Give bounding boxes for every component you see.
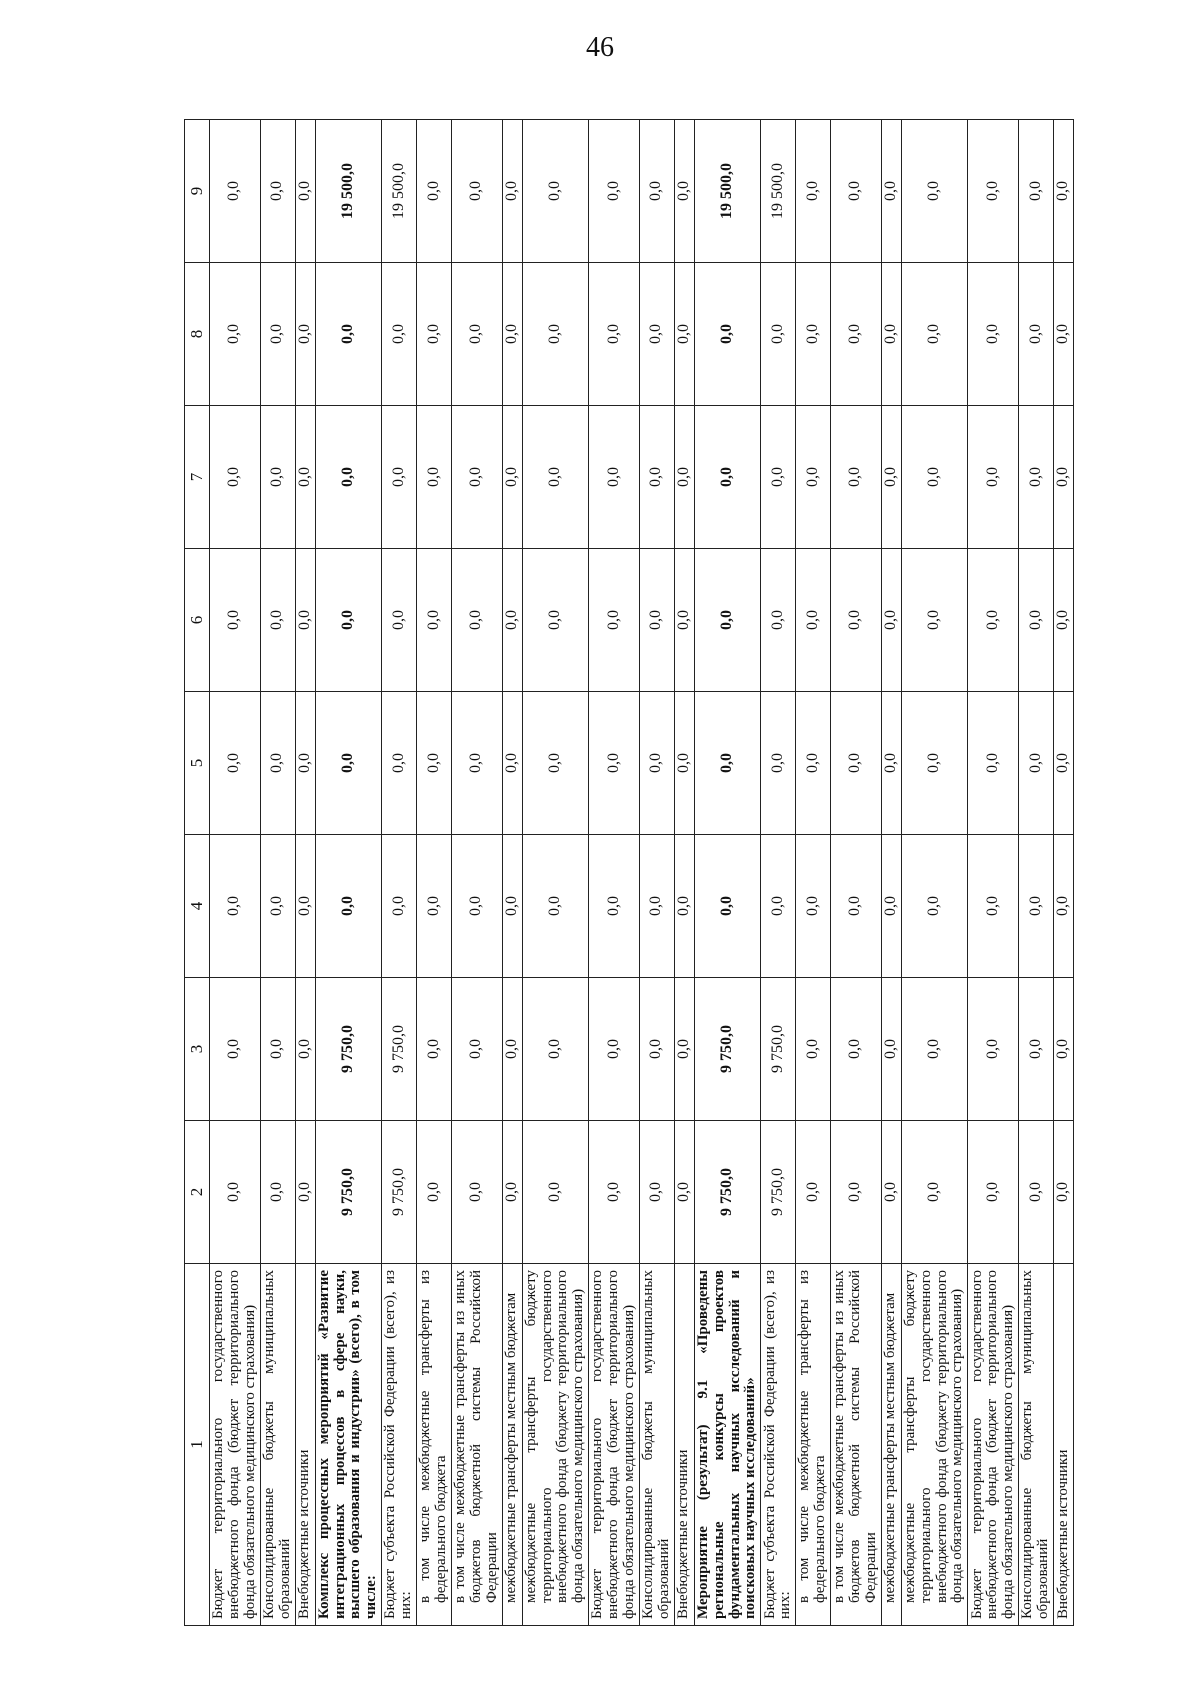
row-value-col-3: 9 750,0 — [761, 978, 796, 1121]
row-value-col-9: 0,0 — [796, 120, 831, 263]
row-value-col-2: 0,0 — [831, 1121, 882, 1264]
row-value-col-4: 0,0 — [417, 835, 452, 978]
row-value-col-5: 0,0 — [1019, 692, 1054, 835]
row-value-col-3: 9 750,0 — [315, 978, 382, 1121]
row-value-col-4: 0,0 — [881, 835, 901, 978]
row-value-col-8: 0,0 — [901, 263, 968, 406]
row-value-col-7: 0,0 — [260, 406, 295, 549]
row-value-col-8: 0,0 — [260, 263, 295, 406]
row-value-col-5: 0,0 — [210, 692, 261, 835]
row-value-col-9: 19 500,0 — [761, 120, 796, 263]
row-label: Внебюджетные источники — [295, 1264, 315, 1626]
row-value-col-5: 0,0 — [694, 692, 761, 835]
row-value-col-9: 19 500,0 — [315, 120, 382, 263]
row-value-col-3: 0,0 — [522, 978, 589, 1121]
row-value-col-4: 0,0 — [295, 835, 315, 978]
row-value-col-5: 0,0 — [417, 692, 452, 835]
row-value-col-9: 0,0 — [1019, 120, 1054, 263]
row-value-col-5: 0,0 — [639, 692, 674, 835]
row-value-col-4: 0,0 — [694, 835, 761, 978]
table-row — [968, 120, 1019, 1626]
row-value-col-5: 0,0 — [589, 692, 640, 835]
row-value-col-4: 0,0 — [674, 835, 694, 978]
column-header-2: 2 — [185, 1121, 210, 1264]
row-value-col-3: 0,0 — [831, 978, 882, 1121]
row-value-col-2: 0,0 — [1053, 1121, 1073, 1264]
row-value-col-7: 0,0 — [639, 406, 674, 549]
row-value-col-4: 0,0 — [968, 835, 1019, 978]
table-row — [451, 120, 502, 1626]
row-value-col-3: 0,0 — [451, 978, 502, 1121]
row-value-col-6: 0,0 — [796, 549, 831, 692]
row-value-col-7: 0,0 — [881, 406, 901, 549]
row-value-col-7: 0,0 — [295, 406, 315, 549]
row-value-col-8: 0,0 — [881, 263, 901, 406]
row-value-col-6: 0,0 — [639, 549, 674, 692]
row-value-col-2: 0,0 — [639, 1121, 674, 1264]
row-value-col-9: 0,0 — [674, 120, 694, 263]
row-value-col-2: 0,0 — [1019, 1121, 1054, 1264]
row-value-col-8: 0,0 — [295, 263, 315, 406]
row-value-col-6: 0,0 — [417, 549, 452, 692]
row-value-col-3: 0,0 — [589, 978, 640, 1121]
row-value-col-7: 0,0 — [694, 406, 761, 549]
row-value-col-8: 0,0 — [674, 263, 694, 406]
row-value-col-3: 0,0 — [968, 978, 1019, 1121]
row-value-col-2: 0,0 — [417, 1121, 452, 1264]
table-row — [674, 120, 694, 1626]
row-value-col-2: 0,0 — [968, 1121, 1019, 1264]
row-value-col-9: 0,0 — [901, 120, 968, 263]
row-value-col-9: 0,0 — [295, 120, 315, 263]
row-value-col-8: 0,0 — [522, 263, 589, 406]
row-label: Бюджет территориального государственного внебюджетного фонда (бюджет территориального фонда обязательного медицинского страхования) — [210, 1264, 261, 1626]
row-value-col-9: 0,0 — [260, 120, 295, 263]
column-header-1: 1 — [185, 1264, 210, 1626]
row-value-col-8: 0,0 — [1053, 263, 1073, 406]
row-value-col-6: 0,0 — [1053, 549, 1073, 692]
table-row — [522, 120, 589, 1626]
row-value-col-3: 9 750,0 — [694, 978, 761, 1121]
row-value-col-9: 0,0 — [451, 120, 502, 263]
row-value-col-5: 0,0 — [502, 692, 522, 835]
row-label: Бюджет субъекта Российской Федерации (всего), из них: — [761, 1264, 796, 1626]
row-value-col-2: 0,0 — [451, 1121, 502, 1264]
row-value-col-9: 0,0 — [502, 120, 522, 263]
row-value-col-9: 0,0 — [1053, 120, 1073, 263]
column-header-7: 7 — [185, 406, 210, 549]
row-value-col-5: 0,0 — [968, 692, 1019, 835]
row-label: в том числе межбюджетные трансферты из иных бюджетов бюджетной системы Российской Федерации — [831, 1264, 882, 1626]
column-header-8: 8 — [185, 263, 210, 406]
row-value-col-6: 0,0 — [968, 549, 1019, 692]
row-value-col-2: 0,0 — [295, 1121, 315, 1264]
row-value-col-9: 0,0 — [831, 120, 882, 263]
table-row — [881, 120, 901, 1626]
row-value-col-9: 19 500,0 — [382, 120, 417, 263]
row-value-col-7: 0,0 — [382, 406, 417, 549]
row-value-col-4: 0,0 — [522, 835, 589, 978]
row-value-col-3: 0,0 — [1019, 978, 1054, 1121]
row-value-col-8: 0,0 — [639, 263, 674, 406]
row-value-col-6: 0,0 — [1019, 549, 1054, 692]
row-label: Бюджет субъекта Российской Федерации (всего), из них: — [382, 1264, 417, 1626]
row-value-col-9: 0,0 — [417, 120, 452, 263]
table-row — [260, 120, 295, 1626]
row-value-col-6: 0,0 — [451, 549, 502, 692]
row-value-col-4: 0,0 — [1019, 835, 1054, 978]
row-value-col-4: 0,0 — [639, 835, 674, 978]
row-value-col-6: 0,0 — [589, 549, 640, 692]
row-value-col-3: 0,0 — [1053, 978, 1073, 1121]
row-value-col-2: 0,0 — [502, 1121, 522, 1264]
row-value-col-8: 0,0 — [1019, 263, 1054, 406]
row-value-col-5: 0,0 — [260, 692, 295, 835]
row-value-col-5: 0,0 — [674, 692, 694, 835]
row-value-col-4: 0,0 — [451, 835, 502, 978]
table-row — [315, 120, 382, 1626]
row-value-col-4: 0,0 — [315, 835, 382, 978]
row-value-col-7: 0,0 — [451, 406, 502, 549]
column-header-4: 4 — [185, 835, 210, 978]
row-value-col-5: 0,0 — [315, 692, 382, 835]
row-label: Комплекс процессных мероприятий «Развитие интеграционных процессов в сфере науки, высшего образования и индустрии» (всего), в том числе: — [315, 1264, 382, 1626]
row-value-col-5: 0,0 — [831, 692, 882, 835]
row-value-col-9: 0,0 — [639, 120, 674, 263]
row-value-col-6: 0,0 — [694, 549, 761, 692]
row-value-col-8: 0,0 — [417, 263, 452, 406]
row-value-col-6: 0,0 — [210, 549, 261, 692]
row-value-col-8: 0,0 — [451, 263, 502, 406]
row-value-col-7: 0,0 — [210, 406, 261, 549]
row-value-col-2: 0,0 — [260, 1121, 295, 1264]
row-value-col-6: 0,0 — [881, 549, 901, 692]
row-value-col-8: 0,0 — [210, 263, 261, 406]
row-value-col-4: 0,0 — [1053, 835, 1073, 978]
row-value-col-7: 0,0 — [589, 406, 640, 549]
table-row — [382, 120, 417, 1626]
row-value-col-5: 0,0 — [796, 692, 831, 835]
rotated-table-wrapper — [184, 120, 1074, 1626]
row-value-col-2: 0,0 — [589, 1121, 640, 1264]
row-value-col-8: 0,0 — [502, 263, 522, 406]
row-value-col-6: 0,0 — [382, 549, 417, 692]
row-value-col-2: 0,0 — [901, 1121, 968, 1264]
row-value-col-4: 0,0 — [831, 835, 882, 978]
row-label: Внебюджетные источники — [1053, 1264, 1073, 1626]
row-label: межбюджетные трансферты бюджету территориального государственного внебюджетного фонда (бюджету территориального фонда обязательного медицинского страхования) — [901, 1264, 968, 1626]
row-value-col-8: 0,0 — [831, 263, 882, 406]
row-label: в том числе межбюджетные трансферты из федерального бюджета — [417, 1264, 452, 1626]
row-value-col-6: 0,0 — [831, 549, 882, 692]
row-value-col-9: 0,0 — [881, 120, 901, 263]
row-value-col-7: 0,0 — [502, 406, 522, 549]
row-value-col-3: 0,0 — [674, 978, 694, 1121]
row-value-col-6: 0,0 — [315, 549, 382, 692]
row-value-col-3: 0,0 — [502, 978, 522, 1121]
row-value-col-3: 0,0 — [639, 978, 674, 1121]
table-row — [694, 120, 761, 1626]
row-value-col-7: 0,0 — [315, 406, 382, 549]
row-value-col-3: 0,0 — [417, 978, 452, 1121]
row-value-col-2: 9 750,0 — [382, 1121, 417, 1264]
row-value-col-4: 0,0 — [796, 835, 831, 978]
budget-table — [184, 119, 1074, 1626]
row-label: межбюджетные трансферты местным бюджетам — [502, 1264, 522, 1626]
row-value-col-5: 0,0 — [761, 692, 796, 835]
row-value-col-5: 0,0 — [382, 692, 417, 835]
row-value-col-7: 0,0 — [522, 406, 589, 549]
table-row — [901, 120, 968, 1626]
row-value-col-2: 9 750,0 — [315, 1121, 382, 1264]
row-value-col-6: 0,0 — [522, 549, 589, 692]
row-value-col-5: 0,0 — [1053, 692, 1073, 835]
row-value-col-3: 0,0 — [260, 978, 295, 1121]
table-body — [210, 120, 1074, 1626]
row-label: межбюджетные трансферты бюджету территориального государственного внебюджетного фонда (бюджету территориального фонда обязательного медицинского страхования) — [522, 1264, 589, 1626]
row-value-col-9: 0,0 — [522, 120, 589, 263]
row-value-col-4: 0,0 — [502, 835, 522, 978]
row-value-col-7: 0,0 — [674, 406, 694, 549]
row-label: Консолидированные бюджеты муниципальных образований — [639, 1264, 674, 1626]
row-value-col-6: 0,0 — [674, 549, 694, 692]
row-value-col-3: 9 750,0 — [382, 978, 417, 1121]
row-label: Внебюджетные источники — [674, 1264, 694, 1626]
row-value-col-5: 0,0 — [522, 692, 589, 835]
row-value-col-6: 0,0 — [901, 549, 968, 692]
table-row — [1019, 120, 1054, 1626]
column-header-3: 3 — [185, 978, 210, 1121]
row-value-col-9: 0,0 — [589, 120, 640, 263]
row-value-col-8: 0,0 — [382, 263, 417, 406]
row-label: Бюджет территориального государственного внебюджетного фонда (бюджет территориального фонда обязательного медицинского страхования) — [968, 1264, 1019, 1626]
column-header-6: 6 — [185, 549, 210, 692]
row-value-col-4: 0,0 — [761, 835, 796, 978]
row-label: межбюджетные трансферты местным бюджетам — [881, 1264, 901, 1626]
table-row — [831, 120, 882, 1626]
row-value-col-2: 0,0 — [210, 1121, 261, 1264]
row-value-col-5: 0,0 — [901, 692, 968, 835]
row-value-col-2: 9 750,0 — [694, 1121, 761, 1264]
row-value-col-8: 0,0 — [761, 263, 796, 406]
row-label: Консолидированные бюджеты муниципальных образований — [1019, 1264, 1054, 1626]
table-row — [295, 120, 315, 1626]
row-value-col-2: 9 750,0 — [761, 1121, 796, 1264]
row-value-col-2: 0,0 — [881, 1121, 901, 1264]
row-value-col-3: 0,0 — [796, 978, 831, 1121]
row-value-col-7: 0,0 — [417, 406, 452, 549]
table-row — [796, 120, 831, 1626]
row-value-col-3: 0,0 — [901, 978, 968, 1121]
row-value-col-4: 0,0 — [210, 835, 261, 978]
row-value-col-7: 0,0 — [901, 406, 968, 549]
row-value-col-8: 0,0 — [589, 263, 640, 406]
row-value-col-3: 0,0 — [210, 978, 261, 1121]
row-value-col-4: 0,0 — [901, 835, 968, 978]
table-row — [761, 120, 796, 1626]
row-value-col-4: 0,0 — [589, 835, 640, 978]
row-value-col-6: 0,0 — [761, 549, 796, 692]
column-header-9: 9 — [185, 120, 210, 263]
row-value-col-2: 0,0 — [674, 1121, 694, 1264]
row-label: Бюджет территориального государственного внебюджетного фонда (бюджет территориального фонда обязательного медицинского страхования) — [589, 1264, 640, 1626]
row-value-col-7: 0,0 — [1053, 406, 1073, 549]
page-number: 46 — [586, 32, 614, 63]
row-value-col-6: 0,0 — [295, 549, 315, 692]
table-row — [589, 120, 640, 1626]
header-row — [185, 120, 210, 1626]
row-value-col-2: 0,0 — [522, 1121, 589, 1264]
row-value-col-4: 0,0 — [382, 835, 417, 978]
table-row — [502, 120, 522, 1626]
row-value-col-8: 0,0 — [796, 263, 831, 406]
row-value-col-5: 0,0 — [295, 692, 315, 835]
row-value-col-7: 0,0 — [796, 406, 831, 549]
row-value-col-7: 0,0 — [1019, 406, 1054, 549]
row-value-col-6: 0,0 — [260, 549, 295, 692]
table-row — [639, 120, 674, 1626]
row-label: Консолидированные бюджеты муниципальных образований — [260, 1264, 295, 1626]
row-value-col-8: 0,0 — [968, 263, 1019, 406]
row-value-col-9: 19 500,0 — [694, 120, 761, 263]
row-value-col-9: 0,0 — [968, 120, 1019, 263]
table-row — [1053, 120, 1073, 1626]
table-row — [210, 120, 261, 1626]
row-label: в том числе межбюджетные трансферты из иных бюджетов бюджетной системы Российской Федерации — [451, 1264, 502, 1626]
table-row — [417, 120, 452, 1626]
row-value-col-3: 0,0 — [295, 978, 315, 1121]
row-value-col-7: 0,0 — [968, 406, 1019, 549]
row-value-col-8: 0,0 — [315, 263, 382, 406]
column-header-5: 5 — [185, 692, 210, 835]
row-value-col-5: 0,0 — [451, 692, 502, 835]
row-value-col-8: 0,0 — [694, 263, 761, 406]
row-value-col-9: 0,0 — [210, 120, 261, 263]
row-value-col-7: 0,0 — [761, 406, 796, 549]
row-label: Мероприятие (результат) 9.1 «Проведены региональные конкурсы проектов фундаментальных научных исследований и поисковых научных исследований» — [694, 1264, 761, 1626]
row-value-col-4: 0,0 — [260, 835, 295, 978]
row-label: в том числе межбюджетные трансферты из федерального бюджета — [796, 1264, 831, 1626]
row-value-col-5: 0,0 — [881, 692, 901, 835]
row-value-col-3: 0,0 — [881, 978, 901, 1121]
row-value-col-2: 0,0 — [796, 1121, 831, 1264]
row-value-col-6: 0,0 — [502, 549, 522, 692]
row-value-col-7: 0,0 — [831, 406, 882, 549]
